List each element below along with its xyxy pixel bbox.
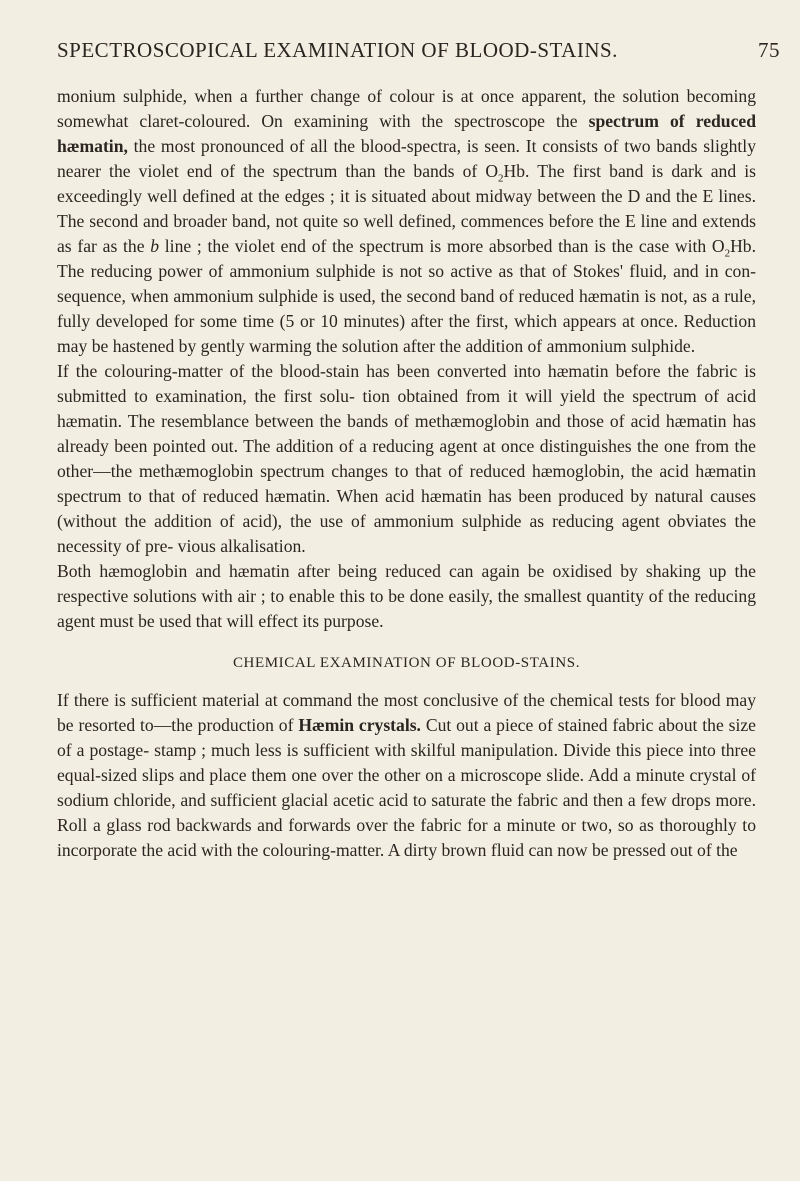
paragraph-oxidation: Both hæmoglobin and hæmatin after being reduced can again be oxidised by shaking up the respective solutions with air ; to enable this to be done easily, the smallest quantity of the reducing agent must be used that will effect its purpose. — [57, 561, 756, 631]
term-spectrum-reduced-haematin: spectrum of reduced hæmatin, — [57, 111, 756, 156]
body-text — [57, 84, 756, 863]
page-number: 75 — [758, 38, 780, 62]
running-head-title: SPECTROSCOPICAL EXAMINATION OF BLOOD-STAINS. — [57, 38, 618, 62]
paragraph-reduced-haematin: monium sulphide, when a further change of colour is at once apparent, the solution becoming somewhat claret-coloured. On examining with the spectroscope the spectrum of reduced hæmatin, the most pronounced of all the blood-spectra, is seen. It consists of two bands slightly nearer the violet end of the spectrum than the bands of $O_2Hb$. The first band is dark and is exceedingly well defined at the edges ; it is situated about midway between the D and the E lines. The second and broader band, not quite so well defined, commences before the E line and extends as far as the b line ; the violet end of the spectrum is more absorbed than is the case with $O_2Hb$. The reducing power of ammonium sulphide is not so active as that of Stokes' fluid, and in con- sequence, when ammonium sulphide is used, the second band of reduced hæmatin is not, as a rule, fully developed for some time (5 or 10 minutes) after the first, which appears at once. Reduction may be hastened by gently warming the solution after the addition of ammonium sulphide. — [57, 86, 756, 356]
paragraph-acid-haematin: If the colouring-matter of the blood-stain has been converted into hæmatin before the fabric is submitted to examination, the first solu- tion obtained from it will yield the spectrum of acid hæmatin. The resemblance between the bands of methæmoglobin and those of acid hæmatin has already been pointed out. The addition of a reducing agent at once distinguishes the one from the other—the methæmoglobin spectrum changes to that of reduced hæmoglobin, the acid hæmatin spectrum to that of reduced hæmatin. When acid hæmatin has been produced by natural causes (without the addition of acid), the use of ammonium sulphide as reducing agent obviates the necessity of pre- vious alkalisation. — [57, 361, 756, 556]
paragraph-haemin-crystals: If there is sufficient material at command the most conclusive of the chemical tests for blood may be resorted to—the production of Hæmin crystals. Cut out a piece of stained fabric about the size of a postage- stamp ; much less is sufficient with skilful manipulation. Divide this piece into three equal-sized slips and place them one over the other on a microscope slide. Add a minute crystal of sodium chloride, and sufficient glacial acetic acid to saturate the fabric and then a few drops more. Roll a glass rod backwards and forwards over the fabric for a minute or two, so as thoroughly to incorporate the acid with the colouring-matter. A dirty brown fluid can now be pressed out of the — [57, 690, 756, 860]
term-haemin-crystals: Hæmin crystals. — [298, 715, 421, 735]
running-head — [57, 38, 780, 72]
section-heading: CHEMICAL EXAMINATION OF BLOOD-STAINS. — [232, 655, 581, 671]
